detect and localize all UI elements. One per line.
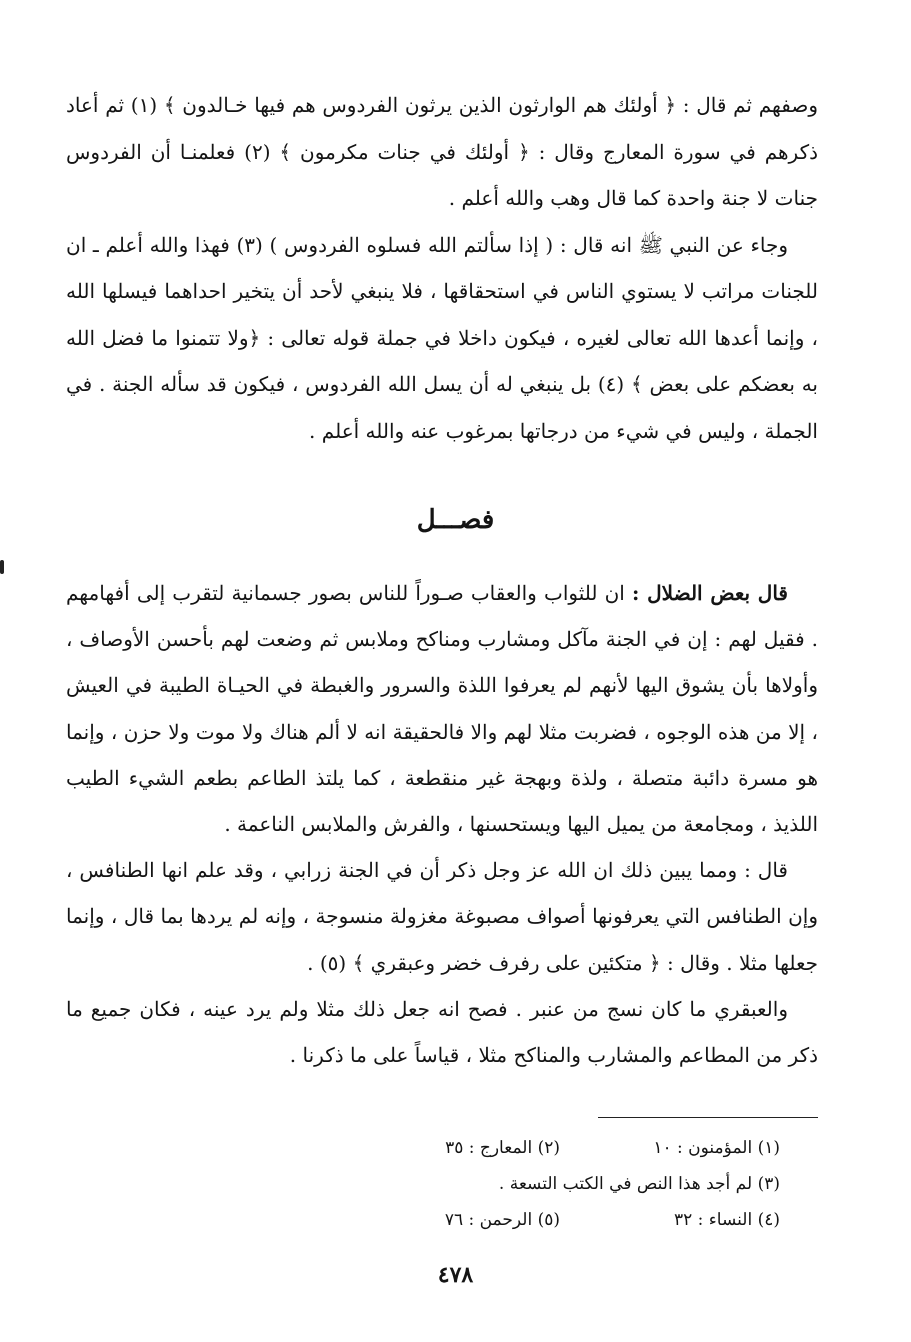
footnote-row — [340, 1202, 780, 1238]
margin-mark — [0, 560, 4, 574]
footnote-3: (٣) لم أجد هذا النص في الكتب التسعة . — [498, 1174, 780, 1194]
footnotes — [340, 1130, 780, 1238]
footnote-4: (٤) النساء : ٣٢ — [674, 1210, 780, 1230]
paragraph: وجاء عن النبي ﷺ انه قال : ( إذا سألتم الله فسلوه الفردوس ) (٣) فهذا والله أعلم ـ ان للجنات مراتب لا يستوي الناس في استحقاقها ، فلا ينبغي لأحد أن يتخير احداهما فيسلها الله ، وإنما أعدها الله تعالى لغيره ، فيكون داخلا في جملة قوله تعالى : ﴿ولا تتمنوا ما فضل الله به بعضكم على بعض ﴾ (٤) بل ينبغي له أن يسل الله الفردوس ، فيكون قد سأله الجنة . في الجملة ، وليس في شيء من درجاتها بمرغوب عنه والله أعلم . — [66, 232, 818, 443]
footnote-divider — [598, 1117, 818, 1118]
upper-text-block — [66, 82, 818, 454]
paragraph-body: ان للثواب والعقاب صـوراً للناس بصور جسمانية لتقرب إلى أفهامهم . فقيل لهم : إن في الجنة مآكل ومشارب ومناكح وملابس ثم وضعت لهم بأحسن الأوصاف ، وأولاها بأن يشوق اليها لأنهم لم يعرفوا اللذة والسرور والغبطة في الحيـاة الطيبة في العيش ، إلا من هذه الوجوه ، فضربت مثلا لهم والا فالحقيقة انه لا ألم هناك ولا موت ولا حزن ، وإنما هو مسرة دائبة متصلة ، ولذة وبهجة غير منقطعة ، كما يلتذ الطاعم بطعم الشيء الطيب اللذيذ ، ومجامعة من يميل اليها ويستحسنها ، والفرش والملابس الناعمة . — [66, 581, 818, 837]
paragraph: وصفهم ثم قال : ﴿ أولئك هم الوارثون الذين يرثون الفردوس هم فيها خـالدون ﴾ (١) ثم أعاد ذكرهم في سورة المعارج وقال : ﴿ أولئك في جنات مكرمون ﴾ (٢) فعلمنـا أن الفردوس جنات لا جنة واحدة كما قال وهب والله أعلم . — [66, 93, 819, 210]
paragraph: والعبقري ما كان نسج من عنبر . فصح انه جعل ذلك مثلا ولم يرد عينه ، فكان جميع ما ذكر من المطاعم والمشارب والمناكح مثلا ، قياساً على ما ذكرنا . — [66, 996, 818, 1068]
section-heading: فصـــل — [416, 505, 495, 535]
page-number: ٤٧٨ — [437, 1262, 474, 1288]
footnote-row — [340, 1166, 780, 1202]
paragraph-lead: قال بعض الضلال : — [632, 581, 788, 605]
footnote-row — [340, 1130, 780, 1166]
paragraph: قال : ومما يبين ذلك ان الله عز وجل ذكر أن في الجنة زرابي ، وقد علم انها الطنافس ، وإن الطنافس التي يعرفونها أصواف مصبوغة مغزولة منسوجة ، وإنه لم يردها بما قال ، وإنما جعلها مثلا . وقال : ﴿ متكئين على رفرف خضر وعبقري ﴾ (٥) . — [66, 858, 818, 975]
footnote-1: (١) المؤمنون : ١٠ — [653, 1138, 780, 1158]
paragraph — [66, 570, 818, 847]
footnote-5: (٥) الرحمن : ٧٦ — [444, 1210, 560, 1230]
footnote-2: (٢) المعارج : ٣٥ — [445, 1138, 560, 1158]
lower-text-block — [66, 570, 818, 1078]
